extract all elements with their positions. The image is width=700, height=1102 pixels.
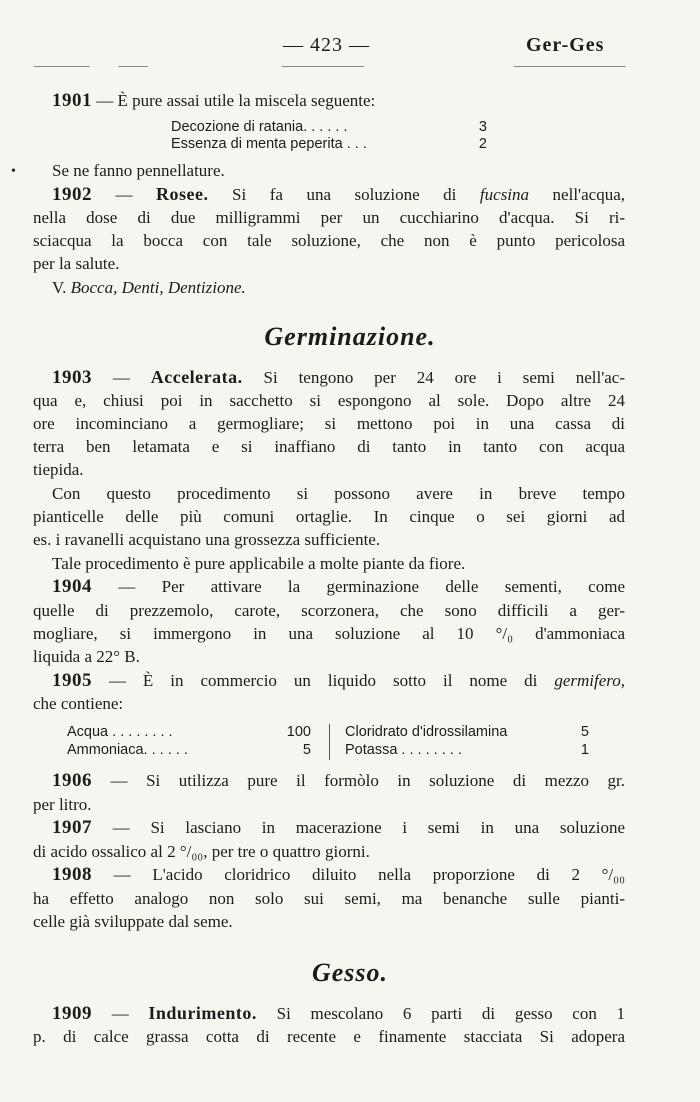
- entry-1906-line: [52, 770, 625, 792]
- ingredient-qty: 3: [478, 119, 487, 135]
- ingredient-name: Acqua . . . . . . . .: [67, 724, 173, 740]
- section-title: Gesso.: [311, 958, 389, 987]
- entry-line: che contiene:: [33, 694, 124, 713]
- entry-line: quelle di prezzemolo, carote, scorzonera, che sono difficili a ger-: [33, 601, 625, 620]
- entry-number: 1903: [52, 367, 92, 388]
- entry-line: qua e, chiusi poi in sacchetto si espongono al sole. Dopo altre 24: [33, 391, 625, 410]
- header-rule: [514, 66, 626, 67]
- entry-line: liquida a 22° B.: [33, 647, 140, 666]
- entry-text: — Si lasciano in macerazione i semi in una soluzione: [112, 818, 626, 837]
- entry-number: 1902: [52, 184, 92, 205]
- entry-line: sciacqua la bocca con tale soluzione, che non è punto pericolosa: [33, 231, 625, 250]
- entry-number: 1904: [52, 576, 92, 597]
- entry-1903-line: [52, 366, 625, 389]
- entry-line: terra ben letamata e si inaffiano di tanto in tanto con acqua: [33, 437, 625, 456]
- entry-1907-line: [52, 817, 625, 839]
- entry-text: Si mescolano 6 parti di gesso con 1: [276, 1004, 626, 1023]
- page-number: — 423 —: [283, 34, 370, 56]
- entry-line: di acido ossalico al 2 °/₀₀, per tre o quattro giorni.: [33, 842, 370, 861]
- entry-number: 1907: [52, 817, 92, 838]
- ingredient-qty: 100: [286, 724, 311, 740]
- entry-number: 1901: [52, 90, 92, 111]
- entry-1901-line: [52, 90, 625, 112]
- ingredient-qty: 5: [302, 742, 311, 758]
- running-title: Ger-Ges: [526, 34, 605, 56]
- section-title: Germinazione.: [264, 322, 436, 351]
- entry-line: per la salute.: [33, 254, 120, 273]
- entry-line: ha effetto analogo non solo sui semi, ma benanche sulle pianti-: [33, 889, 625, 908]
- entry-number: 1905: [52, 670, 92, 691]
- ingredient-name: Cloridrato d'idrossilamina: [345, 724, 508, 740]
- entry-line: tiepida.: [33, 460, 84, 479]
- entry-number: 1906: [52, 770, 92, 791]
- ingredient-qty: 5: [580, 724, 589, 740]
- ingredient-name: Ammoniaca. . . . . .: [67, 742, 188, 758]
- entry-1905-line: [52, 670, 625, 692]
- ingredient-name: Decozione di ratania. . . . . .: [171, 119, 348, 135]
- entry-text: Si fa una soluzione di: [232, 185, 457, 204]
- dash: —: [112, 368, 130, 387]
- entry-line: es. i ravanelli acquistano una grossezza sufficiente.: [33, 530, 381, 549]
- entry-italic: fucsina: [479, 185, 530, 204]
- entry-rubric: Rosee.: [156, 184, 209, 204]
- entry-1902-line: [52, 183, 625, 206]
- ingredient-qty: 1: [580, 742, 589, 758]
- entry-text: Si tengono per 24 ore i semi nell'ac-: [263, 368, 626, 387]
- entry-text: nell'acqua,: [552, 185, 625, 204]
- entry-line: per litro.: [33, 795, 92, 814]
- ingredient-qty: 2: [478, 136, 487, 152]
- entry-number: 1909: [52, 1003, 92, 1024]
- entry-1909-line: [52, 1002, 625, 1025]
- entry-line: nella dose di due milligrammi per un cucchiarino d'acqua. Si ri-: [33, 208, 625, 227]
- entry-text: — Per attivare la germinazione delle sementi, come: [118, 577, 625, 596]
- column-divider: [329, 724, 330, 760]
- entry-text: — L'acido cloridrico diluito nella proporzione di 2 °/₀₀: [113, 865, 625, 884]
- entry-rubric: Accelerata.: [150, 367, 243, 387]
- entry-1901-after: Se ne fanno pennellature.: [52, 161, 225, 180]
- entry-italic: germifero,: [554, 671, 626, 690]
- see-also: [52, 277, 625, 299]
- dash: —: [111, 1004, 129, 1023]
- ingredient-name: Essenza di menta peperita . . .: [171, 136, 367, 152]
- entry-line: celle già sviluppate dal seme.: [33, 912, 233, 931]
- entry-line: p. di calce grassa cotta di recente e finamente stacciata Si adopera: [33, 1027, 625, 1046]
- entry-1904-line: [52, 576, 625, 598]
- entry-1908-line: [52, 864, 625, 886]
- entry-text: — Si utilizza pure il formòlo in soluzione di mezzo gr.: [110, 771, 626, 790]
- entry-line: Tale procedimento è pure applicabile a molte piante da fiore.: [52, 554, 466, 573]
- header-rule: [34, 66, 90, 67]
- entry-rubric: Indurimento.: [148, 1003, 257, 1023]
- entry-text: — È pure assai utile la miscela seguente:: [96, 91, 376, 110]
- entry-text: — È in commercio un liquido sotto il nome di: [108, 671, 538, 690]
- entry-number: 1908: [52, 864, 92, 885]
- entry-line: pianticelle delle più comuni ortaglie. In cinque o sei giorni ad: [33, 507, 625, 526]
- see-prefix: V.: [52, 278, 67, 297]
- see-refs: Bocca, Denti, Dentizione.: [70, 278, 246, 297]
- ingredient-name: Potassa . . . . . . . .: [345, 742, 462, 758]
- entry-line: Con questo procedimento si possono avere in breve tempo: [52, 484, 625, 503]
- running-header: [0, 34, 700, 64]
- entry-line: mogliare, si immergono in una soluzione al 10 °/₀ d'ammoniaca: [33, 624, 625, 643]
- header-rule: [118, 66, 148, 67]
- header-rule: [282, 66, 364, 67]
- entry-line: ore incominciano a germogliare; si mettono poi in una cassa di: [33, 414, 625, 433]
- dash: —: [115, 185, 133, 204]
- margin-dot-icon: •: [11, 164, 16, 179]
